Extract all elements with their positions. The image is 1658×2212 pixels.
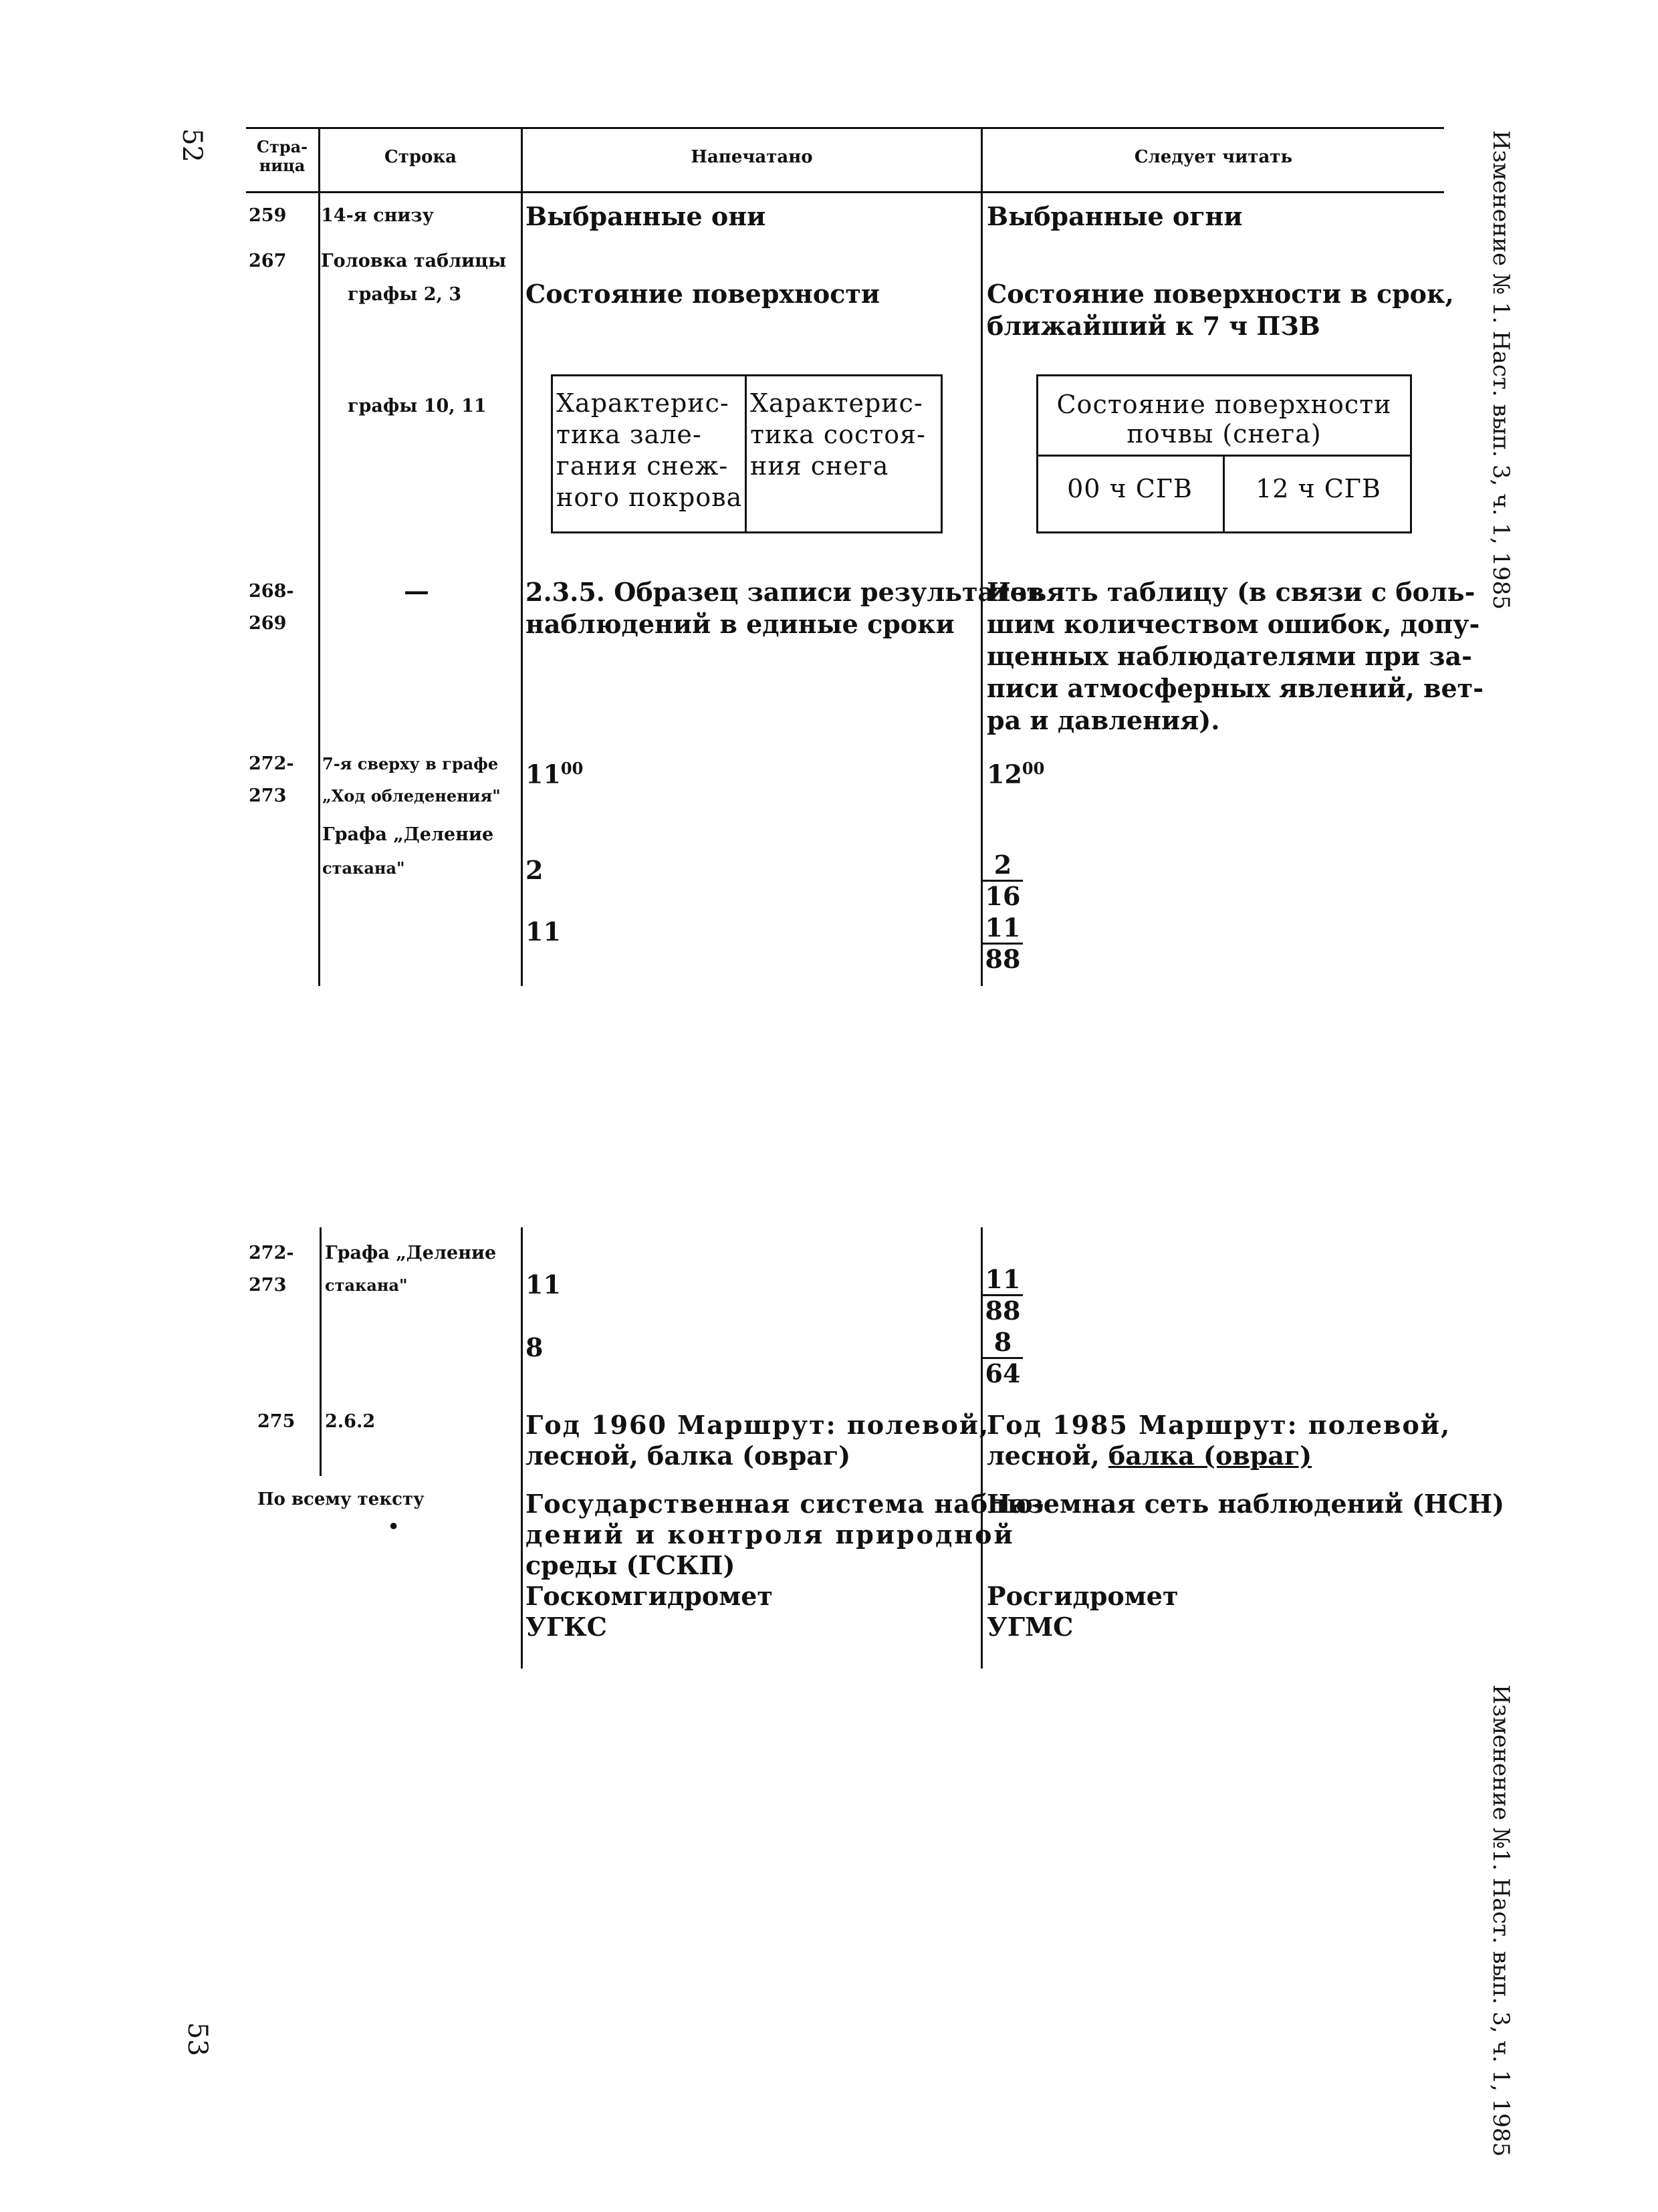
b-row-275-line: 2.6.2 bbox=[325, 1411, 376, 1432]
b-fraction-8-64-den: 64 bbox=[985, 1358, 1021, 1388]
row-268-page-2: 269 bbox=[249, 613, 287, 634]
row-272-line-2: „Ход обледенения" bbox=[322, 786, 501, 806]
b-row-throughout-should-3: УГМС bbox=[987, 1612, 1074, 1642]
row-division-printed: 2 bbox=[525, 855, 544, 885]
printed-mini-c2-l2: тика состоя- bbox=[750, 420, 926, 449]
printed-mini-c1-l3: гания снеж- bbox=[556, 451, 729, 481]
row-267-should-read-2: ближайший к 7 ч ПЗВ bbox=[987, 311, 1320, 341]
row-division-line-2: стакана" bbox=[322, 858, 405, 878]
header-should-read: Следует читать bbox=[1134, 147, 1293, 167]
b-row-throughout-printed-3: среды (ГСКП) bbox=[525, 1550, 735, 1580]
table-header-rule bbox=[246, 191, 1444, 193]
b-fraction-8-64 bbox=[983, 1328, 1023, 1388]
row-267-should-read-1: Состояние поверхности в срок, bbox=[987, 279, 1454, 309]
row-259-line: 14-я снизу bbox=[321, 205, 434, 226]
row-268-page-1: 268- bbox=[249, 581, 294, 602]
row-268-line: — bbox=[404, 576, 429, 606]
row-graphs-10-11-line: графы 10, 11 bbox=[348, 396, 487, 416]
b-row-throughout-printed-4: Госкомгидромет bbox=[525, 1581, 773, 1611]
row-259-should-read: Выбранные огни bbox=[987, 201, 1243, 231]
should-mini-c2: 12 ч СГВ bbox=[1256, 474, 1381, 503]
row-259-printed: Выбранные они bbox=[525, 201, 766, 231]
row-267-line2: графы 2, 3 bbox=[348, 284, 462, 305]
b-row-275-printed-1: Год 1960 Маршрут: полевой, bbox=[525, 1410, 990, 1440]
row-267-printed: Состояние поверхности bbox=[525, 279, 880, 309]
row-268-should-5: ра и давления). bbox=[987, 705, 1220, 735]
row-259-page: 259 bbox=[249, 205, 287, 226]
b-row-throughout-should-2: Росгидромет bbox=[987, 1581, 1179, 1611]
fraction-2-16-den: 16 bbox=[985, 881, 1021, 911]
b-row-272-page-2: 273 bbox=[249, 1275, 287, 1296]
left-page-number: 52 bbox=[176, 128, 207, 162]
row-272-line-1: 7-я сверху в графе bbox=[322, 754, 499, 773]
b-row-275-should-2b: балка (овраг) bbox=[1108, 1441, 1312, 1471]
b-col-divider-2 bbox=[521, 1227, 523, 1669]
row-272-printed bbox=[525, 753, 583, 791]
b-row-272-printed: 11 bbox=[525, 1269, 561, 1300]
b-row-272-page-1: 272- bbox=[249, 1243, 294, 1263]
printed-mini-c1-l1: Характерис- bbox=[556, 388, 729, 418]
b-row-275-should-2 bbox=[987, 1440, 1312, 1472]
b-row-275-printed-2: лесной, балка (овраг) bbox=[525, 1441, 851, 1471]
should-mini-top-1: Состояние поверхности bbox=[1056, 390, 1392, 419]
row-272-should bbox=[987, 753, 1044, 791]
b-row-throughout-printed-2: дений и контроля природной bbox=[525, 1519, 1015, 1550]
b-row-throughout-page: По всему тексту bbox=[257, 1489, 425, 1509]
printed-mini-c2-l1: Характерис- bbox=[750, 388, 923, 418]
running-title-top: Изменение № 1. Наст. вып. 3, ч. 1, 1985 bbox=[1488, 130, 1514, 610]
row-268-printed-2: наблюдений в единые сроки bbox=[525, 609, 955, 639]
b-row-275-should-2a: лесной, bbox=[987, 1441, 1108, 1471]
row-268-should-4: писи атмосферных явлений, вет- bbox=[987, 673, 1484, 703]
b-row-throughout-printed-5: УГКС bbox=[525, 1612, 607, 1642]
row-division-printed-11: 11 bbox=[525, 916, 561, 947]
fraction-2-16-num: 2 bbox=[983, 850, 1023, 882]
row-268-printed-1: 2.3.5. Образец записи результатов bbox=[525, 577, 1045, 607]
b-fraction-8-64-num: 8 bbox=[983, 1328, 1023, 1359]
row-268-should-3: щенных наблюдателями при за- bbox=[987, 641, 1472, 671]
row-division-line-1: Графа „Деление bbox=[322, 824, 494, 845]
b-row-275-should-1: Год 1985 Маршрут: полевой, bbox=[987, 1410, 1451, 1440]
header-printed: Напечатано bbox=[691, 147, 813, 167]
b-row-8-printed: 8 bbox=[525, 1332, 544, 1362]
row-267-page: 267 bbox=[249, 251, 287, 271]
table-top-rule bbox=[246, 127, 1444, 129]
b-row-272-line-2: стакана" bbox=[325, 1275, 408, 1295]
col-divider-2 bbox=[521, 127, 523, 986]
running-title-bottom: Изменение №1. Наст. вып. 3, ч. 1, 1985 bbox=[1488, 1685, 1514, 2157]
row-272-printed-base: 11 bbox=[525, 759, 561, 789]
should-mini-c1: 00 ч СГВ bbox=[1067, 474, 1193, 503]
b-row-throughout-printed-1: Государственная система наблю- bbox=[525, 1489, 1045, 1519]
header-page: Стра-ница bbox=[256, 137, 308, 175]
b-row-throughout-bullet: • bbox=[388, 1517, 400, 1538]
header-line: Строка bbox=[384, 147, 457, 167]
b-col-divider-1 bbox=[320, 1227, 322, 1476]
b-row-272-line-1: Графа „Деление bbox=[325, 1243, 497, 1263]
b-fraction-11-88 bbox=[983, 1265, 1023, 1326]
printed-mini-c1-l2: тика зале- bbox=[556, 420, 702, 449]
col-divider-1 bbox=[318, 127, 320, 986]
fraction-11-88 bbox=[983, 913, 1023, 974]
row-268-should-2: шим количеством ошибок, допу- bbox=[987, 609, 1480, 639]
printed-mini-divider bbox=[745, 374, 747, 533]
b-fraction-11-88-den: 88 bbox=[985, 1296, 1021, 1326]
row-272-printed-sup: 00 bbox=[560, 759, 584, 778]
b-row-throughout-should-1: Наземная сеть наблюдений (НСН) bbox=[987, 1489, 1505, 1519]
row-272-page-2: 273 bbox=[249, 785, 287, 806]
row-272-should-base: 12 bbox=[987, 759, 1022, 789]
fraction-11-88-num: 11 bbox=[983, 913, 1023, 945]
row-268-should-1: Изъять таблицу (в связи с боль- bbox=[987, 577, 1475, 607]
row-272-page-1: 272- bbox=[249, 753, 294, 774]
row-272-should-sup: 00 bbox=[1022, 759, 1045, 778]
b-fraction-11-88-num: 11 bbox=[983, 1265, 1023, 1296]
fraction-11-88-den: 88 bbox=[985, 944, 1021, 974]
b-row-275-page: 275 bbox=[257, 1411, 295, 1432]
printed-mini-c1-l4: ного покрова bbox=[556, 483, 743, 512]
printed-mini-c2-l3: ния снега bbox=[750, 451, 889, 481]
fraction-2-16 bbox=[983, 850, 1023, 911]
right-page-number: 53 bbox=[182, 2022, 213, 2056]
row-267-line: Головка таблицы bbox=[321, 251, 507, 271]
should-mini-top-2: почвы (снега) bbox=[1127, 419, 1322, 449]
